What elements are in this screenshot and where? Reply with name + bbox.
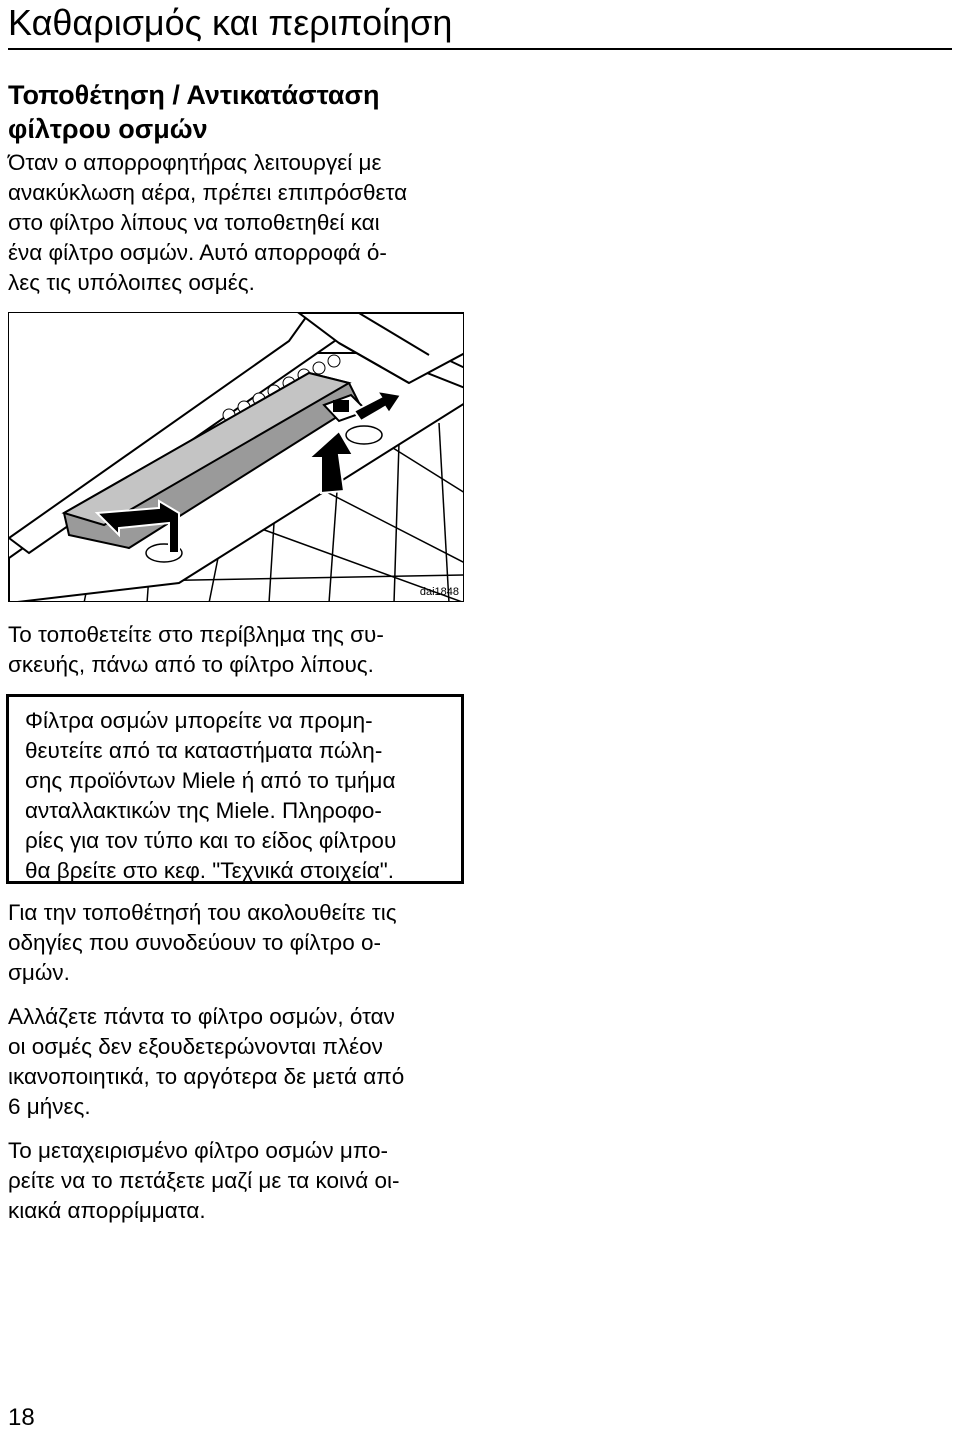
page-number: 18 (8, 1404, 35, 1431)
installation-paragraph: Για την τοποθέτησή του ακολουθείτε τις οδηγίες που συνοδεύουν το φίλτρο ο- σμών. (8, 900, 397, 985)
intro-paragraph: Όταν ο απορροφητήρας λειτουργεί με ανακύκλωση αέρα, πρέπει επιπρόσθετα στο φίλτρο λίπους να τοποθετηθεί και ένα φίλτρο οσμών. Αυτό απορροφά ό- λες τις υπόλοιπες οσμές. (8, 150, 408, 295)
filter-installation-illustration (8, 312, 464, 602)
info-note-text: Φίλτρα οσμών μπορείτε να προμη- θευτείτε από τα καταστήματα πώλη- σης προϊόντων Miele ή από το τμήμα ανταλλακτικών της Miele. Πληροφο- ρίες για τον τύπο και το είδος φίλτρου θα βρείτε στο κεφ. "Τεχνικά στοιχεία". (25, 708, 397, 883)
replacement-paragraph: Αλλάζετε πάντα το φίλτρο οσμών, όταν οι οσμές δεν εξουδετερώνονται πλέον ικανοποιητικά, το αργότερα δε μετά από 6 μήνες. (8, 1004, 405, 1119)
info-note-box (6, 694, 464, 884)
hood-filter-drawing (9, 313, 464, 602)
disposal-paragraph: Το μεταχειρισμένο φίλτρο οσμών μπο- ρείτε να το πετάξετε μαζί με τα κοινά οι- κιακά απορρίμματα. (8, 1138, 400, 1223)
figure-code: dai1848 (419, 586, 459, 598)
chapter-title: Καθαρισμός και περιποίηση (8, 0, 952, 50)
section-title: Τοποθέτηση / Αντικατάσταση φίλτρου οσμών (8, 80, 380, 144)
caption-paragraph: Το τοποθετείτε στο περίβλημα της συ- σκευής, πάνω από το φίλτρο λίπους. (8, 622, 384, 677)
